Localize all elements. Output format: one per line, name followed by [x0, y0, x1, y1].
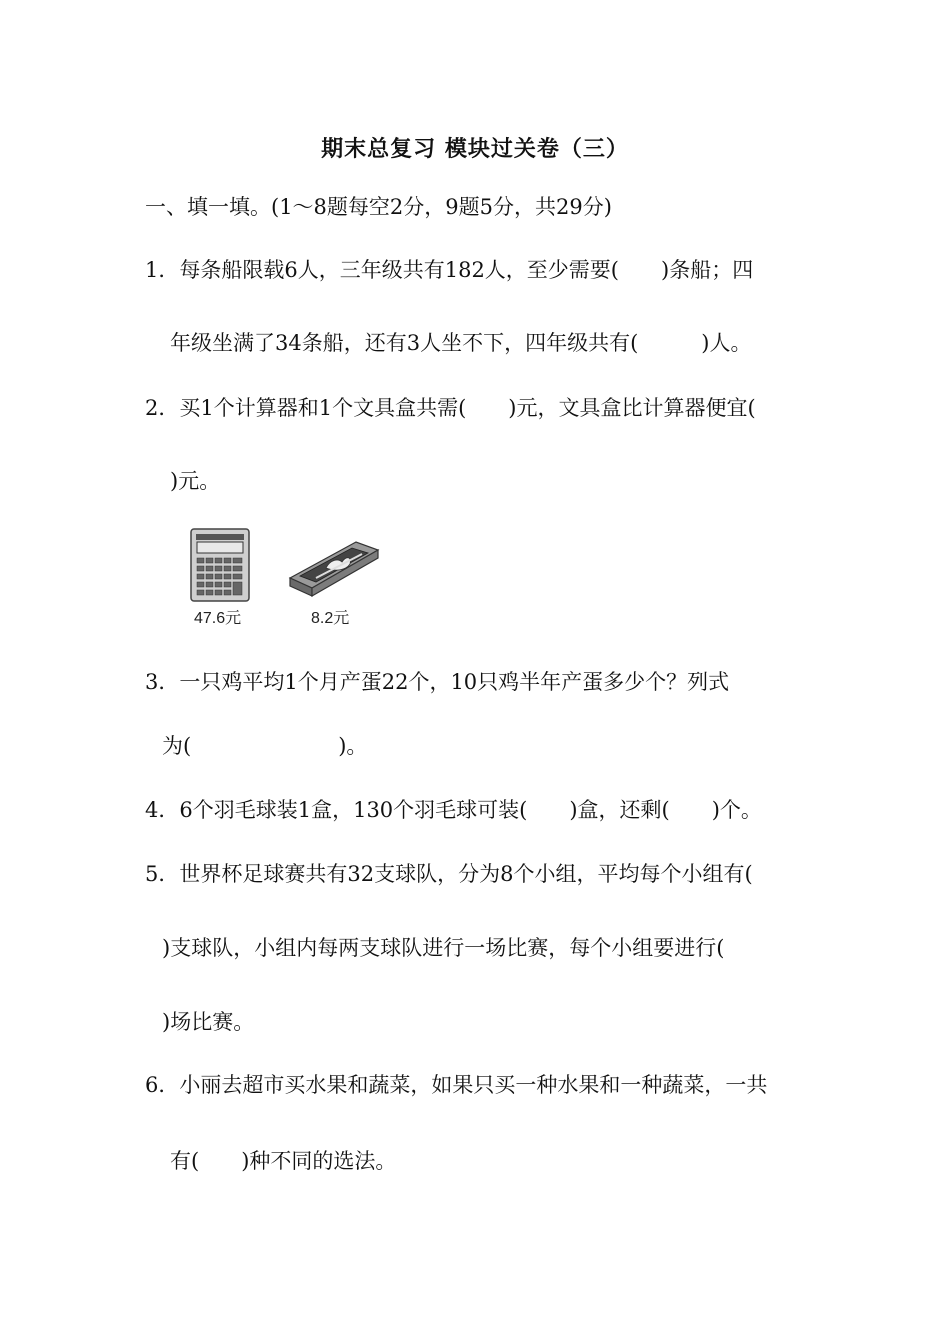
question-1-line-2: 年级坐满了34条船，还有3人坐不下，四年级共有( )人。	[170, 331, 752, 355]
question-2-line-1: 2．买1个计算器和1个文具盒共需( )元，文具盒比计算器便宜(	[145, 396, 756, 420]
question-1-line-1: 1．每条船限载6人，三年级共有182人，至少需要( )条船；四	[145, 258, 754, 282]
question-5-line-2: )支球队，小组内每两支球队进行一场比赛，每个小组要进行(	[162, 936, 725, 960]
section-heading: 一、填一填。(1～8题每空2分，9题5分，共29分)	[145, 195, 612, 219]
pencil-case-icon	[286, 538, 382, 600]
question-3-line-1: 3．一只鸡平均1个月产蛋22个，10只鸡半年产蛋多少个？列式	[145, 670, 730, 694]
question-2-line-2: )元。	[170, 469, 221, 493]
page-title: 期末总复习 模块过关卷（三）	[321, 136, 629, 162]
question-3-line-2: 为( )。	[162, 734, 368, 758]
question-4-line-1: 4．6个羽毛球装1盒，130个羽毛球可装( )盒，还剩( )个。	[145, 798, 762, 822]
question-5-line-3: )场比赛。	[162, 1010, 255, 1034]
calculator-icon	[190, 528, 250, 602]
pencil-case-price: 8.2元	[311, 610, 350, 627]
question-5-line-1: 5．世界杯足球赛共有32支球队，分为8个小组，平均每个小组有(	[145, 862, 753, 886]
calculator-price: 47.6元	[194, 610, 242, 627]
question-6-line-2: 有( )种不同的选法。	[170, 1149, 397, 1173]
question-6-line-1: 6．小丽去超市买水果和蔬菜，如果只买一种水果和一种蔬菜，一共	[145, 1073, 768, 1097]
